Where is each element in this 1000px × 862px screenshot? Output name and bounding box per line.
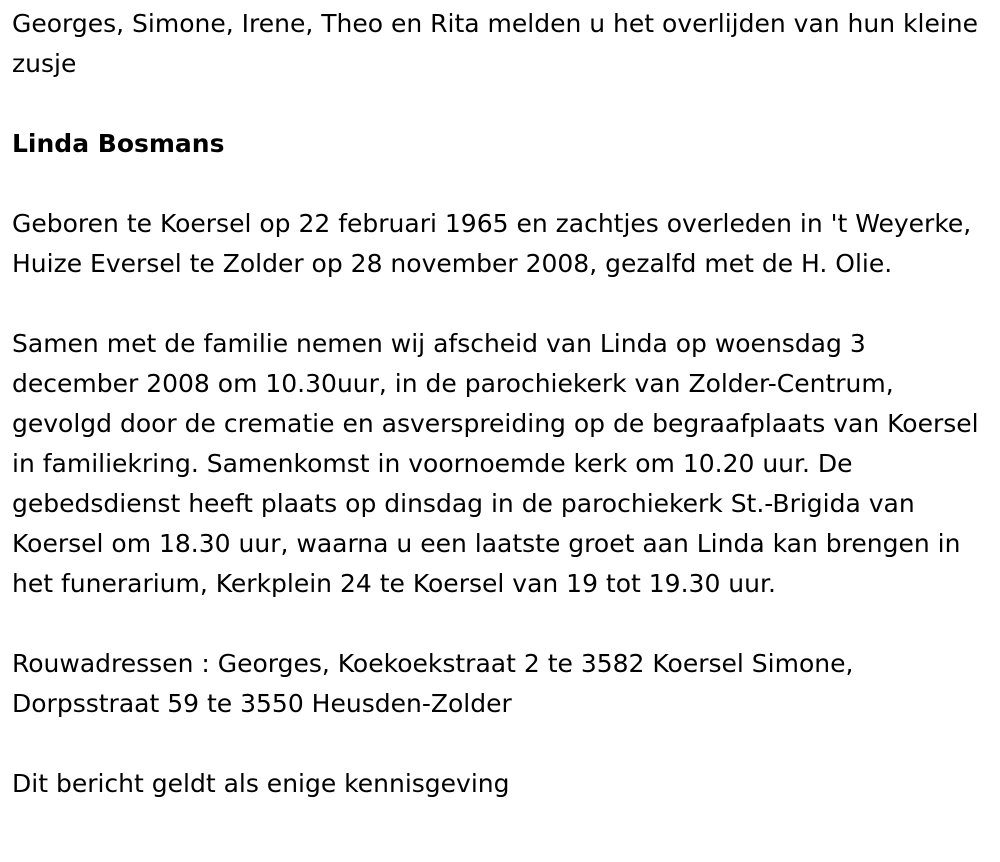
deceased-name: Linda Bosmans <box>12 129 225 158</box>
intro-paragraph: Georges, Simone, Irene, Theo en Rita melden u het overlijden van hun kleine zusje <box>12 9 979 78</box>
ceremony-paragraph: Samen met de familie nemen wij afscheid van Linda op woensdag 3 december 2008 om 10.30uur, in de parochiekerk van Zolder-Centrum, gevolgd door de crematie en asverspreiding op de begraafplaats van Koersel in familiekring. Samenkomst in voornoemde kerk om 10.20 uur. De gebedsdienst heeft plaats op dinsdag in de parochiekerk St.-Brigida van Koersel om 18.30 uur, waarna u een laatste groet aan Linda kan brengen in het funerarium, Kerkplein 24 te Koersel van 19 tot 19.30 uur. <box>12 329 979 598</box>
mourning-addresses: Rouwadressen : Georges, Koekoekstraat 2 te 3582 Koersel Simone, Dorpsstraat 59 te 3550 Heusden-Zolder <box>12 649 854 718</box>
closing-statement: Dit bericht geldt als enige kennisgeving <box>12 769 510 798</box>
birth-death-paragraph: Geboren te Koersel op 22 februari 1965 en zachtjes overleden in 't Weyerke, Huize Eversel te Zolder op 28 november 2008, gezalfd met de H. Olie. <box>12 209 972 278</box>
